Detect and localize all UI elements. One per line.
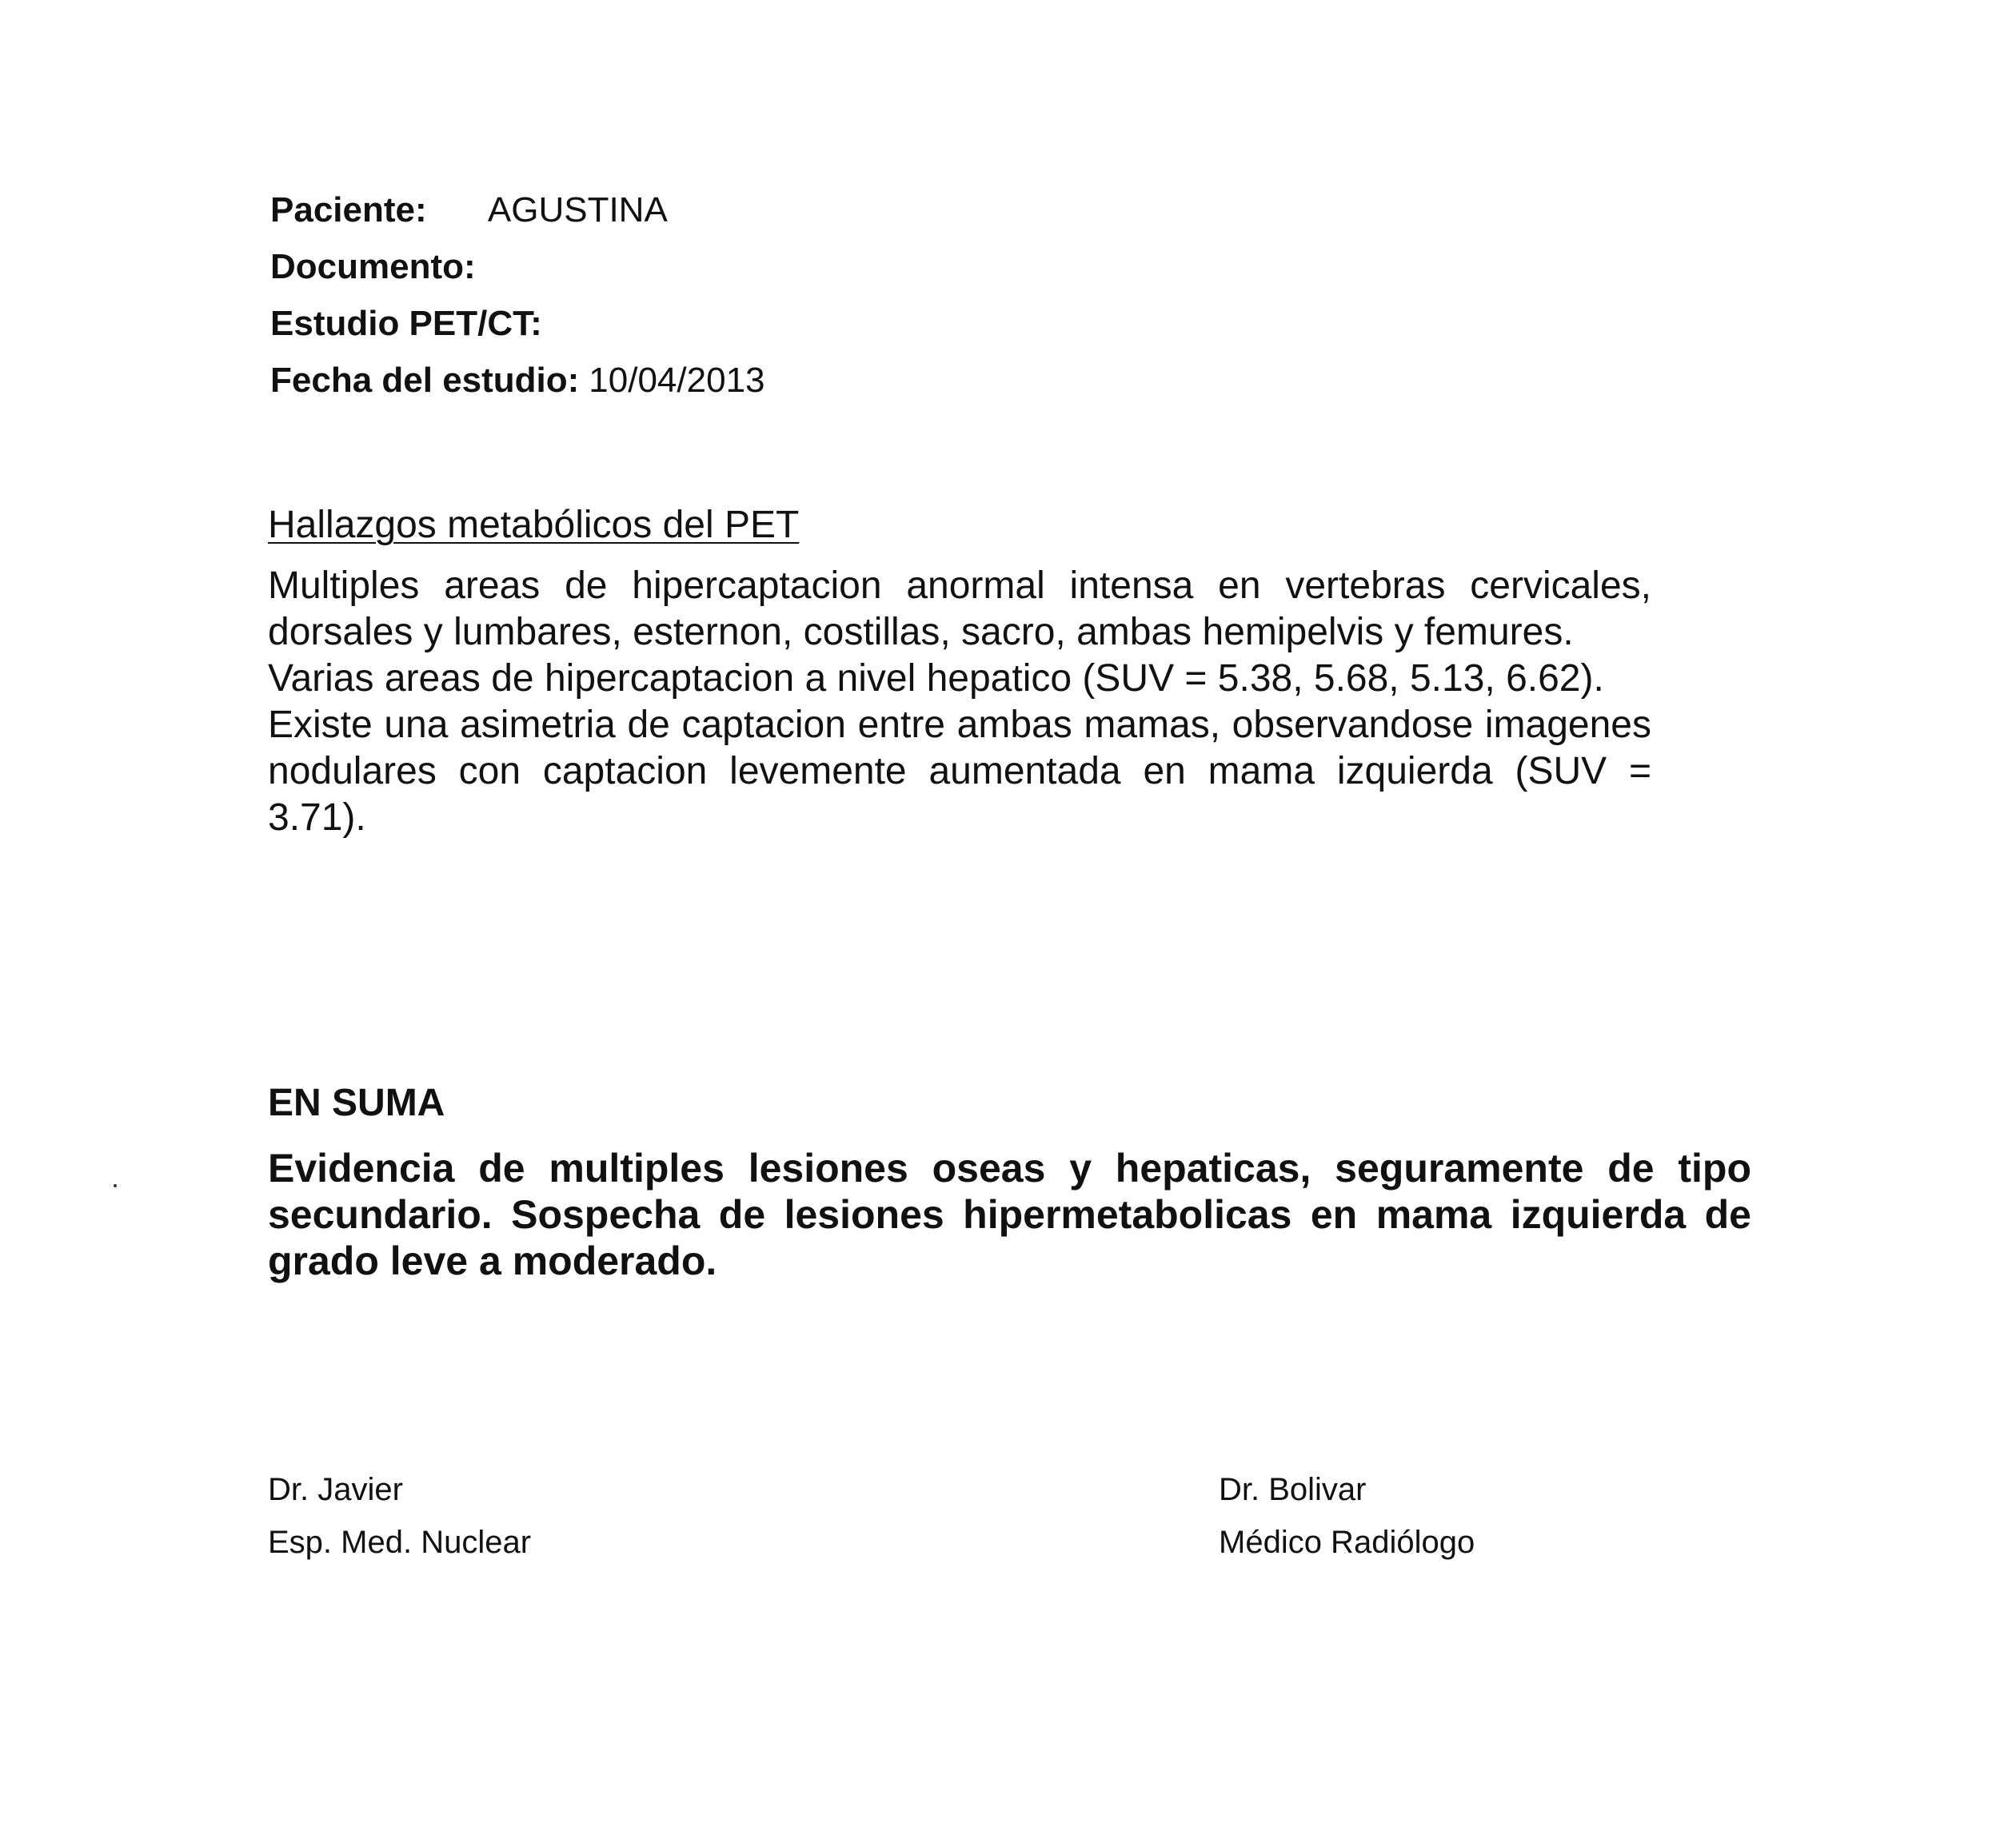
document-label: Documento:	[270, 247, 476, 286]
signature-nuclear-medicine	[268, 1471, 531, 1577]
summary-title: EN SUMA	[268, 1082, 445, 1124]
signature-name: Dr. Bolivar	[1219, 1472, 1367, 1507]
findings-paragraph: Multiples areas de hipercaptacion anormal intensa en vertebras cervicales, dorsales y lumbares, esternon, costillas, sacro, ambas hemipelvis y femures.	[268, 564, 1651, 653]
study-date-label: Fecha del estudio:	[270, 361, 580, 400]
signature-radiologist	[1219, 1471, 1475, 1577]
findings-title: Hallazgos metabólicos del PET	[268, 504, 800, 546]
findings-section	[268, 504, 1651, 841]
signature-name: Dr. Javier	[268, 1472, 403, 1507]
signature-title: Médico Radiólogo	[1219, 1525, 1475, 1560]
study-date-value: 10/04/2013	[589, 361, 765, 400]
findings-body	[268, 563, 1651, 841]
findings-paragraph: Varias areas de hipercaptacion a nivel hepatico (SUV = 5.38, 5.68, 5.13, 6.62).	[268, 657, 1604, 700]
findings-paragraph: Existe una asimetria de captacion entre ambas mamas, observandose imagenes nodulares con captacion levemente aumentada en mama izquierda (SUV = 3.71).	[268, 704, 1651, 839]
study-label: Estudio PET/CT:	[270, 304, 542, 343]
study-row	[270, 304, 1390, 344]
scan-speck	[114, 1184, 117, 1187]
document-row	[270, 247, 1390, 287]
summary-text: Evidencia de multiples lesiones oseas y hepaticas, seguramente de tipo secundario. Sospecha de lesiones hipermetabolicas en mama izquierda de grado leve a moderado.	[268, 1146, 1751, 1283]
patient-name: AGUSTINA	[487, 190, 668, 229]
signature-title: Esp. Med. Nuclear	[268, 1525, 532, 1560]
patient-header	[270, 190, 1390, 417]
summary-section	[268, 1081, 1751, 1284]
study-date-row	[270, 361, 1390, 401]
patient-row	[270, 190, 1390, 230]
patient-label: Paciente:	[270, 190, 427, 229]
